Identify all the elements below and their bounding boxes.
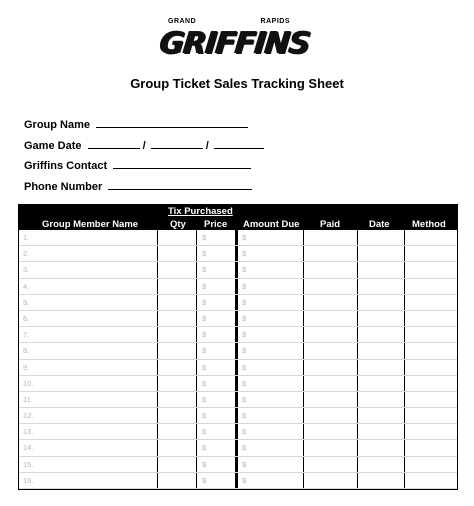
row-number: 4. <box>23 281 30 291</box>
row-number: 13. <box>23 427 34 437</box>
table-row[interactable] <box>19 473 457 489</box>
price-currency: $ <box>202 394 207 404</box>
row-number: 10. <box>23 378 34 388</box>
price-currency: $ <box>202 427 207 437</box>
header-method: Method <box>412 219 446 230</box>
row-number: 16. <box>23 475 34 485</box>
amount-currency: $ <box>242 427 247 437</box>
table-row[interactable] <box>19 327 457 343</box>
griffins-contact-line[interactable] <box>113 158 251 169</box>
page-title: Group Ticket Sales Tracking Sheet <box>130 76 344 91</box>
amount-currency: $ <box>242 459 247 469</box>
griffins-contact-label: Griffins Contact <box>24 160 108 172</box>
amount-currency: $ <box>242 378 247 388</box>
price-currency: $ <box>202 330 207 340</box>
tracking-table <box>18 204 458 490</box>
header-amount-due: Amount Due <box>243 219 300 230</box>
amount-currency: $ <box>242 249 247 259</box>
game-date-month-line[interactable] <box>88 138 140 149</box>
table-row[interactable] <box>19 440 457 456</box>
row-number: 1. <box>23 233 30 242</box>
price-currency: $ <box>202 362 207 372</box>
price-currency: $ <box>202 459 207 469</box>
amount-currency: $ <box>242 297 247 307</box>
table-row[interactable] <box>19 246 457 262</box>
amount-currency: $ <box>242 346 247 356</box>
game-date-day-line[interactable] <box>151 138 203 149</box>
price-currency: $ <box>202 411 207 421</box>
price-currency: $ <box>202 443 207 453</box>
row-number: 14. <box>23 443 34 453</box>
header-price: Price <box>204 219 228 230</box>
header-qty: Qty <box>170 219 186 230</box>
amount-currency: $ <box>242 362 247 372</box>
game-date-label: Game Date <box>24 140 82 152</box>
logo-griffins-text: GRIFFINS <box>158 26 312 61</box>
group-name-line[interactable] <box>96 117 248 128</box>
price-currency: $ <box>202 346 207 356</box>
row-number: 11. <box>23 394 33 404</box>
price-currency: $ <box>202 233 207 242</box>
row-number: 8. <box>23 346 30 356</box>
table-header <box>18 204 458 230</box>
amount-currency: $ <box>242 265 247 275</box>
table-row[interactable] <box>19 376 457 392</box>
phone-number-field[interactable] <box>24 179 252 193</box>
amount-currency: $ <box>242 233 247 242</box>
table-row[interactable] <box>19 295 457 311</box>
table-row[interactable] <box>19 262 457 278</box>
date-separator: / <box>142 140 146 152</box>
date-separator: / <box>205 140 209 152</box>
table-row[interactable] <box>19 408 457 424</box>
row-number: 12. <box>23 411 34 421</box>
price-currency: $ <box>202 475 207 485</box>
group-name-field[interactable] <box>24 117 248 131</box>
logo-grand-text: GRAND <box>168 18 197 25</box>
phone-number-line[interactable] <box>108 179 252 190</box>
header-date: Date <box>369 219 390 230</box>
game-date-field[interactable] <box>24 138 264 152</box>
row-number: 9. <box>23 362 30 372</box>
table-row[interactable] <box>19 230 457 246</box>
header-tix-purchased: Tix Purchased <box>168 206 233 217</box>
table-row[interactable] <box>19 424 457 440</box>
row-number: 15. <box>23 459 34 469</box>
amount-currency: $ <box>242 281 247 291</box>
amount-currency: $ <box>242 411 247 421</box>
price-currency: $ <box>202 249 207 259</box>
amount-currency: $ <box>242 443 247 453</box>
griffins-logo <box>158 18 312 70</box>
phone-number-label: Phone Number <box>24 181 103 193</box>
table-row[interactable] <box>19 343 457 359</box>
price-currency: $ <box>202 281 207 291</box>
group-name-label: Group Name <box>24 119 91 131</box>
price-currency: $ <box>202 265 207 275</box>
table-row[interactable] <box>19 311 457 327</box>
amount-currency: $ <box>242 394 247 404</box>
amount-currency: $ <box>242 475 247 485</box>
header-paid: Paid <box>320 219 341 230</box>
table-body <box>18 230 458 490</box>
amount-currency: $ <box>242 330 247 340</box>
table-row[interactable] <box>19 392 457 408</box>
row-number: 7. <box>23 330 30 340</box>
row-number: 3. <box>23 265 30 275</box>
griffins-contact-field[interactable] <box>24 158 251 172</box>
logo-rapids-text: RAPIDS <box>260 18 290 25</box>
table-row[interactable] <box>19 360 457 376</box>
game-date-year-line[interactable] <box>214 138 264 149</box>
price-currency: $ <box>202 313 207 323</box>
row-number: 6. <box>23 313 30 323</box>
table-row[interactable] <box>19 279 457 295</box>
price-currency: $ <box>202 378 207 388</box>
amount-currency: $ <box>242 313 247 323</box>
table-row[interactable] <box>19 457 457 473</box>
price-currency: $ <box>202 297 207 307</box>
row-number: 5. <box>23 297 30 307</box>
row-number: 2. <box>23 249 30 259</box>
header-member-name: Group Member Name <box>42 219 139 230</box>
